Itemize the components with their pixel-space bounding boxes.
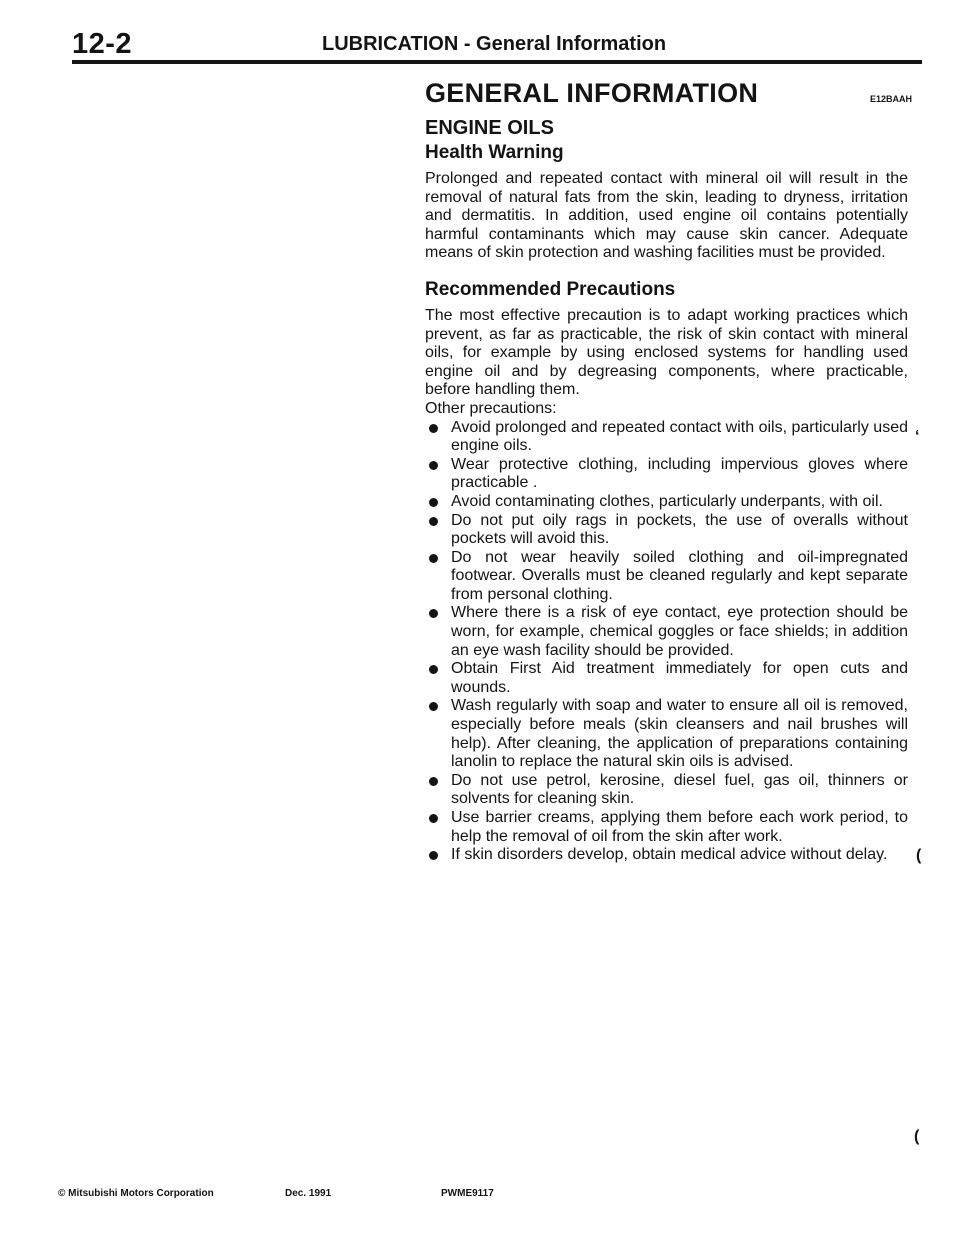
precautions-heading: Recommended Precautions <box>425 278 676 300</box>
subsection-title: ENGINE OILS <box>425 117 554 139</box>
bullet-icon <box>429 609 438 618</box>
bullet-icon <box>429 665 438 674</box>
list-item <box>425 419 908 456</box>
list-item-text: Obtain First Aid treatment immediately for open cuts and wounds. <box>451 660 908 696</box>
list-item <box>425 846 908 865</box>
list-item <box>425 809 908 846</box>
list-item <box>425 772 908 809</box>
binding-mark: ‘ <box>915 428 920 445</box>
other-precautions-label: Other precautions: <box>425 399 557 417</box>
list-item-text: Wear protective clothing, including impervious gloves where practicable . <box>451 455 908 492</box>
bullet-icon <box>429 424 438 433</box>
section-title-row <box>425 78 912 109</box>
list-item <box>425 512 908 549</box>
bullet-icon <box>429 851 438 860</box>
list-item <box>425 604 908 660</box>
bullet-icon <box>429 777 438 786</box>
list-item-text: Where there is a risk of eye contact, eye protection should be worn, for example, chemical goggles or face shields; in addition an eye wash facility should be provided. <box>451 604 908 659</box>
list-item <box>425 493 908 512</box>
footer-copyright: © Mitsubishi Motors Corporation <box>58 1188 214 1199</box>
footer-doc-code: PWME9117 <box>441 1188 494 1199</box>
health-warning-text: Prolonged and repeated contact with mineral oil will result in the removal of natural fats from the skin, leading to dryness, irritation and dermatitis. In addition, used engine oil contains potentially harmful contaminants which may cause skin cancer. Adequate means of skin protection and washing facilities must be provided. <box>425 170 908 262</box>
main-content <box>425 78 912 865</box>
footer-date: Dec. 1991 <box>285 1188 332 1199</box>
bullet-icon <box>429 554 438 563</box>
list-item-text: Avoid contaminating clothes, particularly underpants, with oil. <box>451 492 883 510</box>
list-item-text: Do not put oily rags in pockets, the use of overalls without pockets will avoid this. <box>451 511 908 548</box>
bullet-icon <box>429 498 438 507</box>
running-head: LUBRICATION - General Information <box>322 33 667 55</box>
precautions-intro: The most effective precaution is to adapt working practices which prevent, as far as practicable, the risk of skin contact with mineral oils, for example by using enclosed systems for handling used engine oil and by degreasing components, where practicable, before handling them. <box>425 306 908 399</box>
bullet-icon <box>429 702 438 711</box>
list-item <box>425 697 908 771</box>
list-item <box>425 456 908 493</box>
list-item-text: If skin disorders develop, obtain medical advice without delay. <box>451 846 888 864</box>
bullet-icon <box>429 814 438 823</box>
bullet-icon <box>429 517 438 526</box>
list-item <box>425 660 908 697</box>
list-item <box>425 549 908 605</box>
precautions-list <box>425 419 908 865</box>
health-warning-heading: Health Warning <box>425 142 564 163</box>
list-item-text: Avoid prolonged and repeated contact with oils, particularly used engine oils. <box>451 418 908 455</box>
section-title: GENERAL INFORMATION <box>425 78 759 108</box>
bullet-icon <box>429 461 438 470</box>
list-item-text: Use barrier creams, applying them before each work period, to help the removal of oil from the skin after work. <box>451 809 908 845</box>
binding-mark: ( <box>914 1128 920 1145</box>
list-item-text: Do not wear heavily soiled clothing and oil-impregnated footwear. Overalls must be cleaned regularly and kept separate from personal clothing. <box>451 548 908 603</box>
header-rule <box>72 60 922 64</box>
binding-mark: ( <box>916 847 922 864</box>
section-code: E12BAAH <box>869 94 912 104</box>
list-item-text: Do not use petrol, kerosine, diesel fuel, gas oil, thinners or solvents for cleaning skin. <box>451 771 908 808</box>
list-item-text: Wash regularly with soap and water to ensure all oil is removed, especially before meals (skin cleansers and nail brushes will help). After cleaning, the application of preparations containing lanolin to replace the natural skin oils is advised. <box>451 697 908 771</box>
page-number: 12-2 <box>72 28 133 60</box>
